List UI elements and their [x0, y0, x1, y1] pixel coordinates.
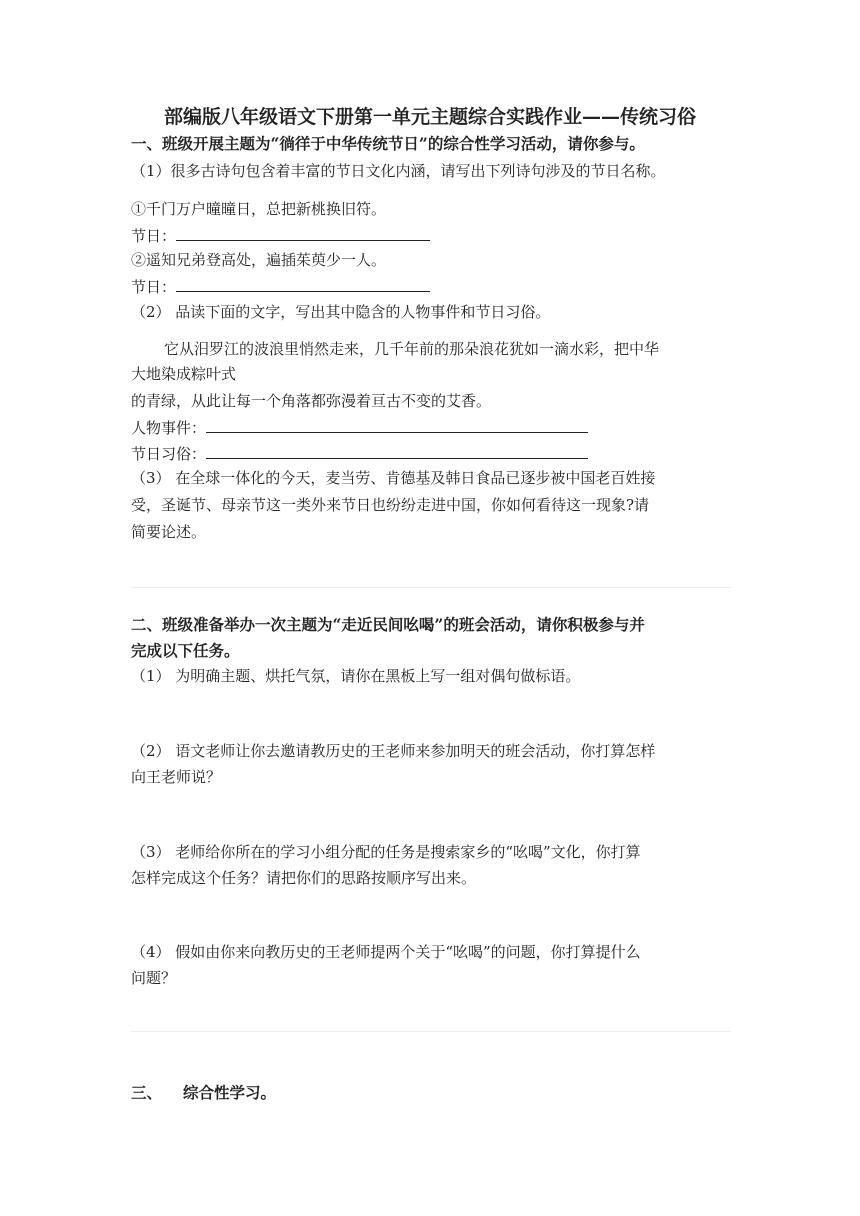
s1-question-2: （2） 品读下面的文字，写出其中隐含的人物事件和节日习俗。	[131, 303, 551, 321]
s2-question-2-line-1: （2） 语文老师让你去邀请教历史的王老师来参加明天的班会活动，你打算怎样	[131, 742, 656, 760]
s1-answer-row-2	[131, 276, 430, 298]
page-title: 部编版八年级语文下册第一单元主题综合实践作业——传统习俗	[163, 106, 696, 128]
festival-custom-label: 节日习俗：	[131, 445, 207, 463]
festival-label: 节日：	[131, 227, 177, 245]
s1-answer-row-person	[131, 417, 588, 439]
s1-poem-1: ①千门万户曈曈日，总把新桃换旧符。	[131, 200, 387, 218]
answer-blank-festival-2[interactable]	[176, 277, 430, 292]
section-2-heading-line-1: 二、班级准备举办一次主题为“走近民间吆喝”的班会活动，请你积极参与并	[131, 615, 645, 634]
answer-blank-person-event[interactable]	[206, 418, 588, 433]
section-2-heading-line-2: 完成以下任务。	[131, 641, 240, 660]
festival-label: 节日：	[131, 278, 177, 296]
s2-question-1: （1） 为明确主题、烘托气氛，请你在黑板上写一组对偶句做标语。	[131, 667, 581, 685]
passage-line-1: 它从汨罗江的波浪里悄然走来，几千年前的那朵浪花犹如一滴水彩，把中华	[164, 340, 660, 358]
s2-question-3-line-1: （3） 老师给你所在的学习小组分配的任务是搜索家乡的“吆喝”文化，你打算	[131, 843, 641, 861]
s1-question-3-line-1: （3） 在全球一体化的今天，麦当劳、肯德基及韩日食品已逐步被中国老百姓接	[131, 469, 656, 487]
section-3-heading: 综合性学习。	[183, 1083, 277, 1102]
passage-line-2: 大地染成粽叶式	[131, 365, 237, 383]
section-divider-1	[131, 587, 731, 588]
s1-question-1: （1）很多古诗句包含着丰富的节日文化内涵，请写出下列诗句涉及的节日名称。	[131, 162, 666, 180]
s1-question-3-line-3: 简要论述。	[131, 523, 207, 541]
answer-blank-festival-custom[interactable]	[206, 444, 588, 459]
section-divider-2	[131, 1031, 731, 1032]
s1-poem-2: ②遥知兄弟登高处，遍插茱萸少一人。	[131, 251, 387, 269]
s2-question-3-line-2: 怎样完成这个任务？请把你们的思路按顺序写出来。	[131, 869, 477, 887]
s1-answer-row-1	[131, 225, 430, 247]
answer-blank-festival-1[interactable]	[176, 226, 430, 241]
s1-answer-row-custom	[131, 443, 588, 465]
person-event-label: 人物事件：	[131, 419, 207, 437]
section-1-heading: 一、班级开展主题为“徜徉于中华传统节日”的综合性学习活动，请你参与。	[131, 134, 645, 153]
s2-question-2-line-2: 向王老师说？	[131, 768, 222, 786]
s2-question-4-line-1: （4） 假如由你来向教历史的王老师提两个关于“吆喝”的问题，你打算提什么	[131, 943, 641, 961]
s1-question-3-line-2: 受，圣诞节、母亲节这一类外来节日也纷纷走进中国，你如何看待这一现象?请	[131, 496, 650, 514]
passage-line-3: 的青绿，从此让每一个角落都弥漫着亘古不变的艾香。	[131, 392, 492, 410]
section-3-number: 三、	[131, 1083, 163, 1102]
s2-question-4-line-2: 问题？	[131, 969, 177, 987]
